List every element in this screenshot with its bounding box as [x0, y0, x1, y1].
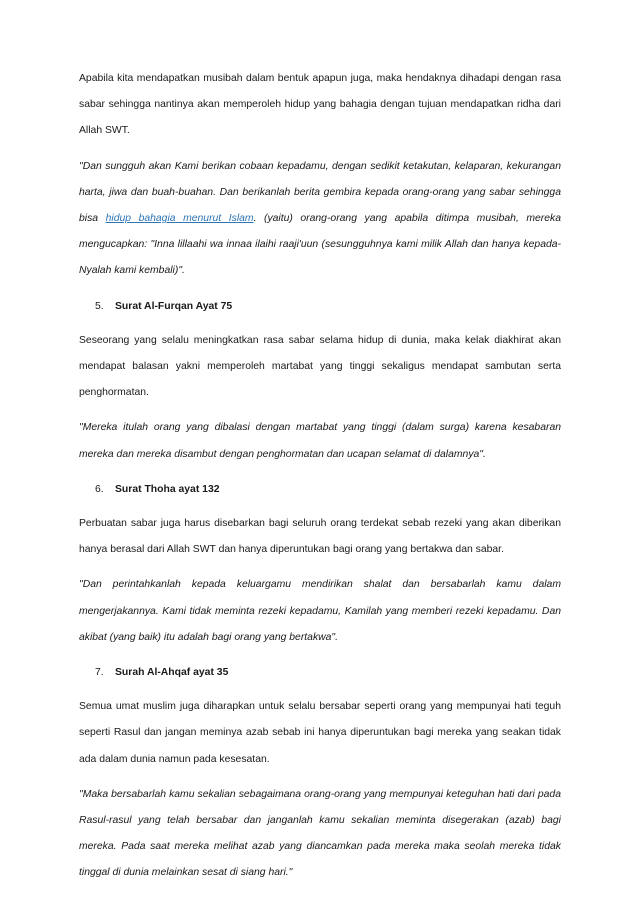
section-title: Surat Al-Furqan Ayat 75 — [115, 300, 233, 312]
document-body — [79, 66, 561, 896]
paragraph-intro: Apabila kita mendapatkan musibah dalam bentuk apapun juga, maka hendaknya dihadapi dengan rasa sabar sehingga nantinya akan memperoleh hidup yang bahagia dengan tujuan mendapatkan ridha dari Allah SWT. — [79, 73, 561, 137]
section-heading-6 — [79, 477, 561, 503]
paragraph-al-furqan: Seseorang yang selalu meningkatkan rasa sabar selama hidup di dunia, maka kelak diakhirat akan mendapat balasan yakni memperoleh martabat yang tinggi sekaligus mendapat sambutan serta penghormatan. — [79, 334, 561, 399]
quote-text-end: . (yaitu) orang-orang yang apabila ditimpa musibah, mereka mengucapkan: "Inna lillaahi wa innaa ilaihi raaji'uun (sesungguhnya kami milik Allah dan hanya kepada-Nyalah kami kembali)". — [79, 213, 562, 277]
hidup-bahagia-link[interactable]: hidup bahagia menurut Islam — [105, 213, 254, 225]
section-number: 6. — [95, 483, 104, 495]
quote-thoha: "Dan perintahkanlah kepada keluargamu mendirikan shalat dan bersabarlah kamu dalam mengerjakannya. Kami tidak meminta rezeki kepadamu, Kamilah yang memberi rezeki kepadamu. Dan akibat (yang baik) itu adalah bagi orang yang bertakwa". — [79, 579, 561, 643]
section-number: 7. — [95, 667, 104, 679]
section-title: Surat Thoha ayat 132 — [115, 483, 220, 495]
section-heading-5 — [79, 294, 561, 320]
paragraph-thoha: Perbuatan sabar juga harus disebarkan bagi seluruh orang terdekat sebab rezeki yang akan diberikan hanya berasal dari Allah SWT dan hanya diperuntukan bagi orang yang bertakwa dan sabar. — [79, 518, 561, 556]
quote-al-ahqaf: "Maka bersabarlah kamu sekalian sebagaimana orang-orang yang mempunyai keteguhan hati dari pada Rasul-rasul yang telah bersabar dan janganlah kamu sekalian meminta disegerakan (azab) bagi mereka. Pada saat mereka melihat azab yang diancamkan pada mereka maka seolah mereka tidak tinggal di dunia melainkan sesat di siang hari." — [79, 788, 561, 879]
quote-al-baqarah — [79, 154, 561, 285]
quote-al-furqan: "Mereka itulah orang yang dibalasi dengan martabat yang tinggi (dalam surga) karena kesabaran mereka dan mereka disambut dengan penghormatan dan ucapan selamat di dalamnya". — [79, 422, 561, 460]
section-number: 5. — [95, 300, 104, 312]
section-title: Surah Al-Ahqaf ayat 35 — [115, 667, 229, 679]
quote-text-start: "Dan sungguh akan Kami berikan cobaan kepadamu, dengan sedikit ketakutan, kelaparan, kekurangan harta, jiwa dan buah-buahan. Dan berikanlah berita gembira kepada orang-orang yang sabar sehingga bisa — [79, 160, 561, 225]
section-heading-7 — [79, 660, 561, 686]
paragraph-al-ahqaf: Semua umat muslim juga diharapkan untuk selalu bersabar seperti orang yang mempunyai hati teguh seperti Rasul dan jangan meminya azab sebab ini hanya diperuntukan bagi mereka yang seakan tidak ada dalam dunia namun pada kesesatan. — [79, 701, 561, 765]
